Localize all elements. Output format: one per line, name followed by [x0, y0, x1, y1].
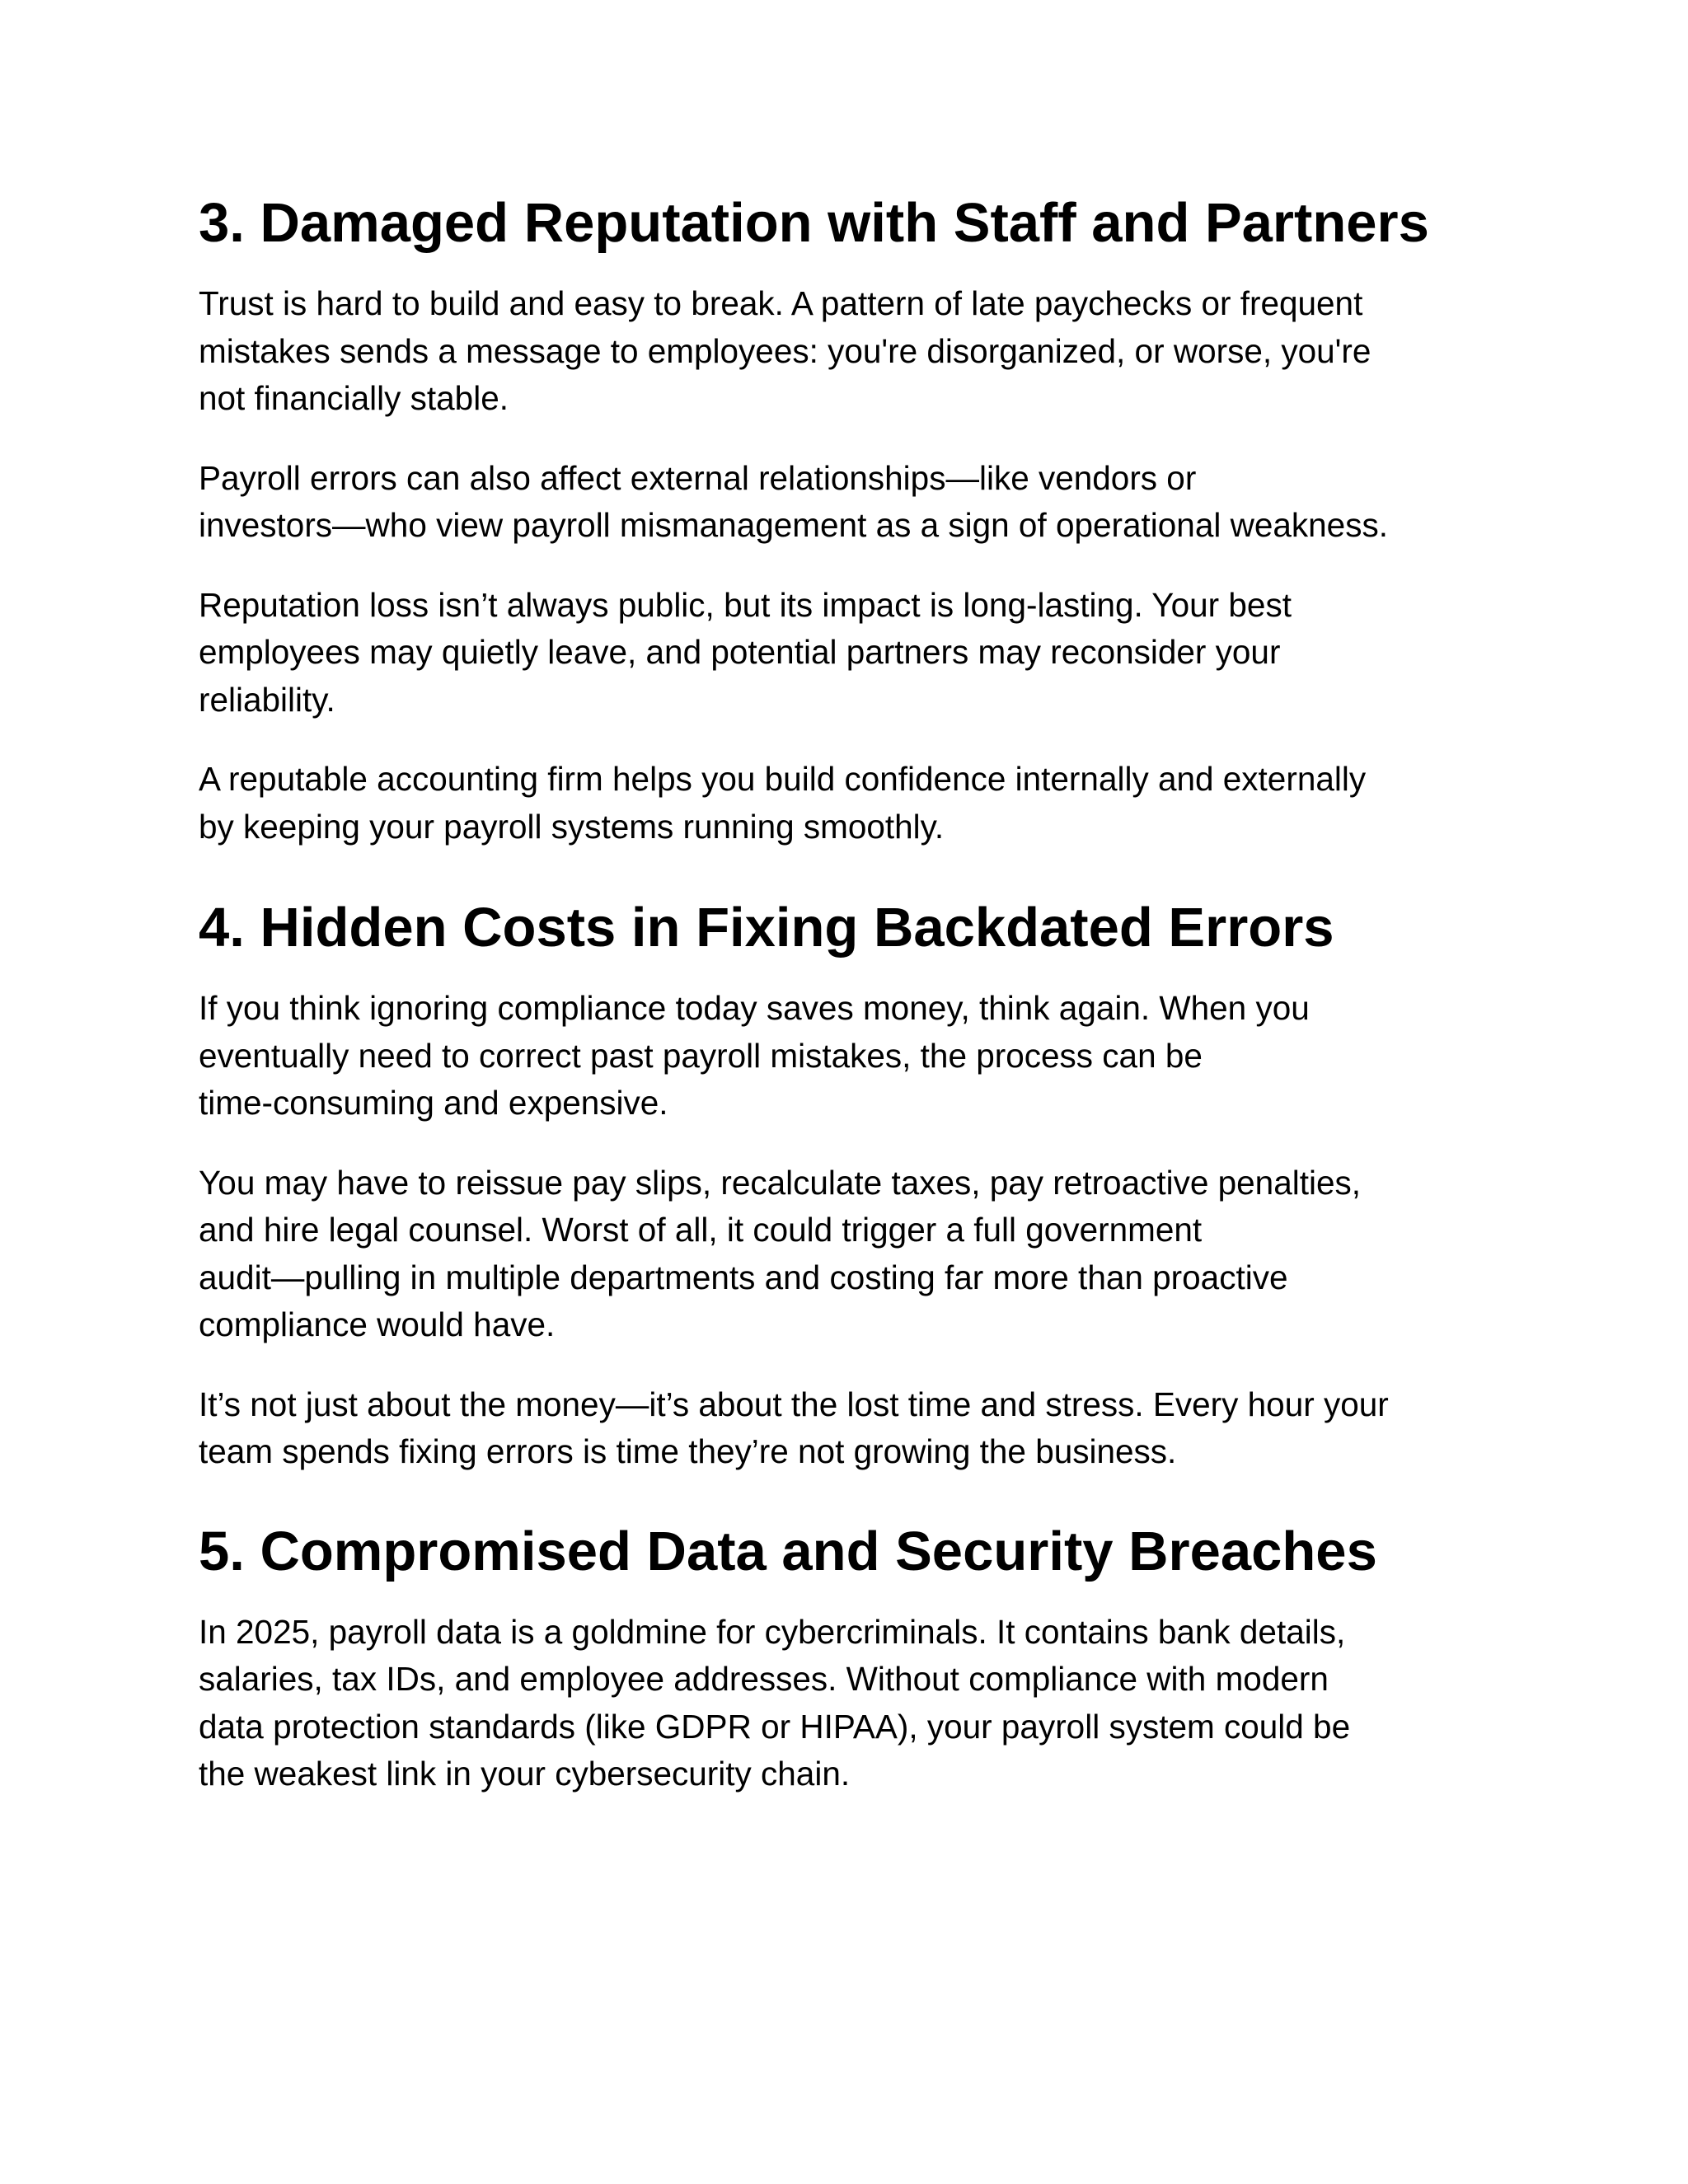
section-heading: 5. Compromised Data and Security Breaches: [199, 1520, 1377, 1582]
text-line: In 2025, payroll data is a goldmine for cybercriminals. It contains bank details,: [199, 1612, 1346, 1651]
text-line: by keeping your payroll systems running smoothly.: [199, 807, 945, 846]
text-line: If you think ignoring compliance today saves money, think again. When you: [199, 989, 1310, 1027]
paragraph: [199, 985, 1501, 1127]
paragraph: [199, 455, 1501, 550]
text-line: time-consuming and expensive.: [199, 1084, 668, 1122]
paragraph: [199, 1381, 1501, 1476]
section-heading: 4. Hidden Costs in Fixing Backdated Errors: [199, 897, 1334, 958]
section-hidden-costs: [199, 894, 1501, 1476]
paragraph: [199, 1609, 1501, 1798]
text-line: team spends fixing errors is time they’re not growing the business.: [199, 1432, 1177, 1470]
paragraph: [199, 756, 1501, 851]
text-line: Trust is hard to build and easy to break. A pattern of late paychecks or frequent: [199, 284, 1363, 322]
text-line: Reputation loss isn’t always public, but its impact is long-lasting. Your best: [199, 585, 1292, 624]
section-heading: 3. Damaged Reputation with Staff and Partners: [199, 192, 1429, 254]
text-line: data protection standards (like GDPR or HIPAA), your payroll system could be: [199, 1707, 1351, 1746]
text-line: compliance would have.: [199, 1305, 556, 1343]
paragraph: [199, 582, 1501, 724]
section-compromised-data: [199, 1518, 1501, 1798]
text-line: eventually need to correct past payroll mistakes, the process can be: [199, 1036, 1203, 1075]
text-line: reliability.: [199, 680, 335, 719]
text-line: the weakest link in your cybersecurity chain.: [199, 1755, 851, 1793]
text-line: audit—pulling in multiple departments and costing far more than proactive: [199, 1258, 1288, 1296]
text-line: mistakes sends a message to employees: you're disorganized, or worse, you're: [199, 331, 1372, 370]
text-line: investors—who view payroll mismanagement as a sign of operational weakness.: [199, 506, 1388, 544]
paragraph: [199, 1160, 1501, 1349]
text-line: and hire legal counsel. Worst of all, it could trigger a full government: [199, 1211, 1203, 1249]
text-line: You may have to reissue pay slips, recalculate taxes, pay retroactive penalties,: [199, 1163, 1362, 1202]
text-line: salaries, tax IDs, and employee addresses. Without compliance with modern: [199, 1660, 1329, 1698]
text-line: employees may quietly leave, and potential partners may reconsider your: [199, 633, 1281, 671]
text-line: A reputable accounting firm helps you build confidence internally and externally: [199, 760, 1367, 798]
section-damaged-reputation: [199, 190, 1501, 851]
document-page: [199, 190, 1501, 1830]
text-line: not financially stable.: [199, 379, 509, 417]
text-line: It’s not just about the money—it’s about the lost time and stress. Every hour your: [199, 1385, 1389, 1423]
text-line: Payroll errors can also affect external relationships—like vendors or: [199, 458, 1197, 497]
paragraph: [199, 280, 1501, 423]
